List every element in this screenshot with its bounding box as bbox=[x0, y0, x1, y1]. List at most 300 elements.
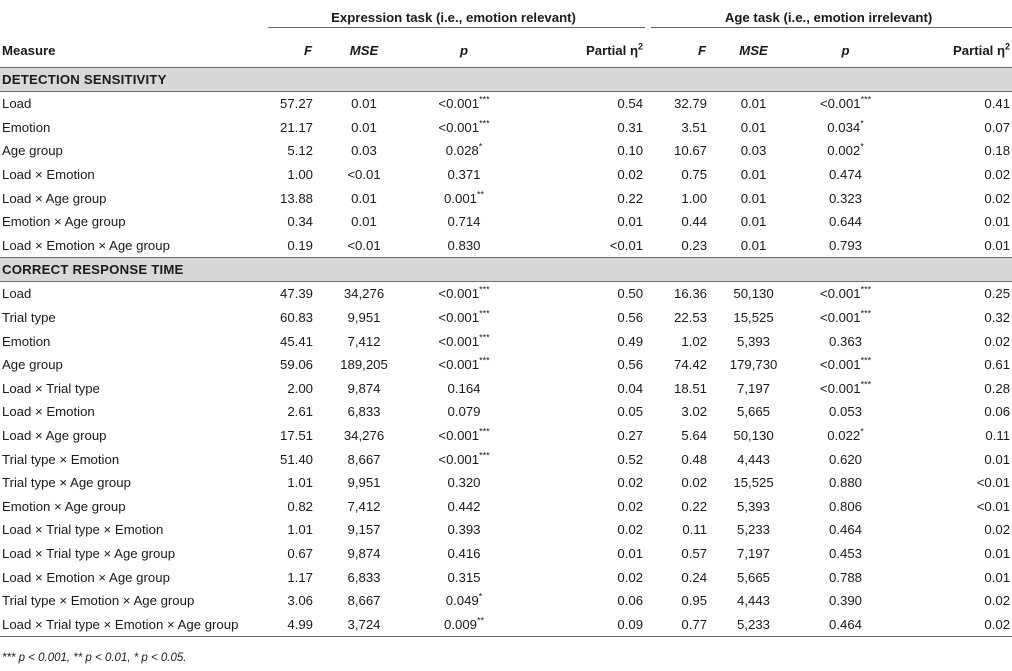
age-f-cell bbox=[645, 210, 708, 234]
expression-p-cell-value: <0.001 bbox=[438, 119, 480, 135]
expression-f-cell-value: 13.88 bbox=[279, 190, 313, 206]
expression-p-cell bbox=[414, 306, 514, 330]
expression-p-cell bbox=[414, 92, 514, 116]
expression-f-cell bbox=[262, 139, 314, 163]
age-mse-cell-value: 5,233 bbox=[737, 522, 771, 538]
section-header-row bbox=[0, 258, 1012, 282]
expression-eta-cell bbox=[514, 186, 645, 210]
expression-mse-cell-value: 0.01 bbox=[351, 96, 377, 112]
measure-cell-value: Load × Trial type bbox=[2, 380, 100, 396]
measure-cell bbox=[0, 518, 262, 542]
expression-eta-cell-value: 0.56 bbox=[617, 357, 644, 373]
expression-f-cell bbox=[262, 589, 314, 613]
age-eta-cell bbox=[892, 495, 1012, 519]
age-f-cell bbox=[645, 92, 708, 116]
age-eta-cell bbox=[892, 542, 1012, 566]
age-f-cell-value: 3.02 bbox=[681, 404, 708, 420]
expression-mse-cell-value: 6,833 bbox=[347, 404, 381, 420]
age-eta-cell-value: 0.07 bbox=[984, 119, 1011, 135]
expression-mse-cell-value: 189,205 bbox=[340, 357, 388, 373]
age-f-cell bbox=[645, 377, 708, 401]
measure-cell bbox=[0, 542, 262, 566]
expression-f-cell-value: 1.01 bbox=[287, 522, 313, 538]
expression-f-cell bbox=[262, 471, 314, 495]
expression-eta-cell bbox=[514, 542, 645, 566]
expression-task-underline bbox=[268, 27, 645, 28]
expression-mse-cell-value: 34,276 bbox=[343, 428, 385, 444]
expression-f-cell bbox=[262, 186, 314, 210]
expression-eta-cell-value: 0.04 bbox=[617, 380, 644, 396]
expression-mse-cell-value: 9,874 bbox=[347, 545, 381, 561]
expression-eta-cell bbox=[514, 447, 645, 471]
age-p-cell-value: <0.001 bbox=[819, 380, 861, 396]
expression-mse-cell bbox=[314, 542, 414, 566]
age-mse-cell bbox=[708, 565, 799, 589]
age-eta-cell bbox=[892, 92, 1012, 116]
expression-p-cell bbox=[414, 234, 514, 258]
measure-cell-value: Load bbox=[2, 96, 32, 112]
expression-task-header bbox=[262, 0, 645, 34]
expression-f-cell bbox=[262, 377, 314, 401]
age-p-cell-value: 0.323 bbox=[829, 190, 863, 206]
table-row bbox=[0, 306, 1012, 330]
age-p-cell-value: 0.034 bbox=[827, 119, 861, 135]
age-f-cell-value: 0.11 bbox=[682, 522, 708, 538]
expression-p-cell bbox=[414, 518, 514, 542]
expression-eta-cell bbox=[514, 210, 645, 234]
expression-p-cell-value: <0.001 bbox=[438, 310, 480, 326]
age-f-cell bbox=[645, 234, 708, 258]
age-p-cell-value: 0.793 bbox=[829, 237, 863, 253]
age-eta-cell-value: 0.32 bbox=[984, 310, 1011, 326]
expression-f-cell-value: 60.83 bbox=[279, 310, 313, 326]
age-mse-cell-value: 50,130 bbox=[733, 286, 774, 302]
expression-eta-cell-value: 0.49 bbox=[617, 333, 644, 349]
expression-mse-cell bbox=[314, 447, 414, 471]
age-mse-cell-value: 0.01 bbox=[740, 214, 767, 230]
expression-f-cell bbox=[262, 495, 314, 519]
age-eta-cell bbox=[892, 518, 1012, 542]
expression-eta-cell bbox=[514, 92, 645, 116]
age-p-cell bbox=[799, 163, 892, 187]
expression-eta-cell-value: 0.27 bbox=[617, 428, 644, 444]
expression-mse-cell bbox=[314, 234, 414, 258]
age-p-cell bbox=[799, 353, 892, 377]
age-f-cell bbox=[645, 139, 708, 163]
age-p-cell-value: 0.053 bbox=[829, 404, 863, 420]
expression-mse-cell bbox=[314, 139, 414, 163]
age-p-cell-value: <0.001 bbox=[819, 96, 861, 112]
expression-eta-cell bbox=[514, 234, 645, 258]
age-p-cell bbox=[799, 210, 892, 234]
significance-footnote: *** p < 0.001, ** p < 0.01, * p < 0.05. bbox=[2, 652, 187, 664]
age-eta-cell bbox=[892, 377, 1012, 401]
expression-mse-cell bbox=[314, 353, 414, 377]
age-mse-cell bbox=[708, 400, 799, 424]
expression-mse-cell bbox=[314, 92, 414, 116]
age-p-cell-value: <0.001 bbox=[819, 286, 861, 302]
age-p-header: p bbox=[799, 34, 892, 68]
age-mse-cell bbox=[708, 282, 799, 306]
expression-eta-cell-value: 0.02 bbox=[617, 569, 644, 585]
expression-p-cell bbox=[414, 495, 514, 519]
measure-cell-value: Load × Emotion × Age group bbox=[2, 569, 170, 585]
measure-cell-value: Load × Emotion × Age group bbox=[2, 237, 170, 253]
measure-cell bbox=[0, 377, 262, 401]
expression-mse-cell bbox=[314, 565, 414, 589]
expression-eta-cell bbox=[514, 353, 645, 377]
expression-eta-cell-value: 0.05 bbox=[617, 404, 644, 420]
table-row bbox=[0, 116, 1012, 140]
expression-f-cell-value: 0.67 bbox=[287, 545, 313, 561]
expression-mse-cell-value: 0.01 bbox=[351, 214, 377, 230]
expression-f-cell-value: 59.06 bbox=[279, 357, 313, 373]
significance-marker: * bbox=[860, 142, 864, 153]
expression-mse-cell-value: 9,157 bbox=[347, 522, 381, 538]
expression-eta-cell bbox=[514, 163, 645, 187]
expression-mse-cell bbox=[314, 210, 414, 234]
age-mse-cell-value: 0.01 bbox=[740, 96, 767, 112]
expression-f-cell bbox=[262, 565, 314, 589]
age-f-cell bbox=[645, 589, 708, 613]
section-title: CORRECT RESPONSE TIME bbox=[0, 258, 1012, 282]
age-mse-cell-value: 0.01 bbox=[740, 190, 767, 206]
group-header-row bbox=[0, 0, 1012, 34]
measure-cell bbox=[0, 565, 262, 589]
expression-mse-cell bbox=[314, 329, 414, 353]
expression-p-cell-value: 0.714 bbox=[447, 214, 481, 230]
age-mse-cell-value: 5,393 bbox=[737, 333, 771, 349]
age-f-cell-value: 74.42 bbox=[674, 357, 708, 373]
age-eta-cell-value: 0.01 bbox=[984, 214, 1011, 230]
age-mse-cell-value: 5,233 bbox=[737, 616, 771, 632]
age-f-cell bbox=[645, 447, 708, 471]
age-eta-cell bbox=[892, 234, 1012, 258]
measure-cell-value: Age group bbox=[2, 357, 63, 373]
age-mse-cell-value: 50,130 bbox=[733, 428, 774, 444]
age-f-cell bbox=[645, 163, 708, 187]
expression-eta-cell-value: 0.31 bbox=[617, 119, 644, 135]
expression-eta-cell-value: 0.06 bbox=[617, 593, 644, 609]
age-eta-cell-value: 0.02 bbox=[984, 522, 1011, 538]
expression-f-cell-value: 0.82 bbox=[287, 498, 313, 514]
expression-f-cell bbox=[262, 306, 314, 330]
expression-mse-header: MSE bbox=[314, 34, 414, 68]
section-header-row bbox=[0, 68, 1012, 92]
age-f-cell-value: 3.51 bbox=[681, 119, 708, 135]
significance-marker: *** bbox=[860, 379, 872, 390]
age-p-cell-value: 0.390 bbox=[829, 593, 863, 609]
expression-p-cell bbox=[414, 282, 514, 306]
expression-eta-cell-value: 0.54 bbox=[617, 96, 644, 112]
measure-cell-value: Load × Age group bbox=[2, 190, 107, 206]
age-eta-cell bbox=[892, 400, 1012, 424]
expression-p-cell bbox=[414, 589, 514, 613]
significance-marker: * bbox=[860, 118, 864, 129]
measure-cell bbox=[0, 471, 262, 495]
age-eta-cell bbox=[892, 565, 1012, 589]
expression-p-cell bbox=[414, 471, 514, 495]
age-eta-cell-value: <0.01 bbox=[976, 498, 1011, 514]
age-mse-cell bbox=[708, 447, 799, 471]
age-f-cell bbox=[645, 282, 708, 306]
age-mse-cell bbox=[708, 518, 799, 542]
age-mse-cell bbox=[708, 210, 799, 234]
expression-eta-cell bbox=[514, 116, 645, 140]
expression-mse-cell-value: 9,874 bbox=[347, 380, 381, 396]
blank-header-cell bbox=[0, 0, 262, 34]
expression-mse-cell-value: 6,833 bbox=[347, 569, 381, 585]
expression-f-cell-value: 17.51 bbox=[279, 428, 313, 444]
expression-p-cell bbox=[414, 542, 514, 566]
expression-p-cell bbox=[414, 210, 514, 234]
age-f-cell-value: 32.79 bbox=[674, 96, 708, 112]
age-f-cell-value: 18.51 bbox=[674, 380, 708, 396]
age-eta-cell-value: 0.01 bbox=[984, 545, 1011, 561]
measure-cell-value: Load × Emotion bbox=[2, 404, 95, 420]
age-p-cell bbox=[799, 329, 892, 353]
expression-f-cell-value: 1.00 bbox=[287, 167, 313, 183]
expression-eta-cell-value: 0.09 bbox=[617, 616, 644, 632]
expression-f-cell-value: 4.99 bbox=[287, 616, 313, 632]
expression-f-cell-value: 0.19 bbox=[287, 237, 313, 253]
table-row bbox=[0, 186, 1012, 210]
age-mse-cell-value: 7,197 bbox=[737, 380, 771, 396]
expression-f-cell-value: 57.27 bbox=[279, 96, 313, 112]
age-mse-cell bbox=[708, 234, 799, 258]
age-eta-cell bbox=[892, 589, 1012, 613]
expression-p-cell-value: <0.001 bbox=[438, 286, 480, 302]
significance-marker: * bbox=[478, 591, 483, 602]
expression-f-cell bbox=[262, 400, 314, 424]
age-eta-cell-value: 0.06 bbox=[984, 404, 1011, 420]
expression-eta-cell bbox=[514, 377, 645, 401]
age-mse-cell-value: 5,665 bbox=[737, 569, 771, 585]
measure-cell bbox=[0, 400, 262, 424]
expression-eta-cell-value: 0.52 bbox=[617, 451, 644, 467]
expression-mse-cell-value: 34,276 bbox=[343, 286, 385, 302]
expression-f-cell bbox=[262, 518, 314, 542]
significance-marker: *** bbox=[479, 355, 490, 366]
expression-eta-cell-value: <0.01 bbox=[609, 237, 644, 253]
age-eta-cell-value: <0.01 bbox=[976, 475, 1011, 491]
expression-eta-header: Partial $\eta^2$ bbox=[514, 34, 645, 68]
table-row bbox=[0, 612, 1012, 636]
age-f-cell bbox=[645, 186, 708, 210]
age-p-cell-value: <0.001 bbox=[819, 310, 861, 326]
age-mse-cell bbox=[708, 353, 799, 377]
expression-eta-cell-value: 0.01 bbox=[617, 545, 644, 561]
expression-mse-cell bbox=[314, 612, 414, 636]
expression-p-cell-value: 0.371 bbox=[447, 167, 481, 183]
age-f-cell bbox=[645, 471, 708, 495]
expression-eta-cell-value: 0.10 bbox=[617, 143, 644, 159]
age-p-cell bbox=[799, 612, 892, 636]
age-f-cell-value: 1.00 bbox=[681, 190, 708, 206]
expression-p-cell-value: 0.001 bbox=[443, 190, 477, 206]
age-eta-cell-value: 0.41 bbox=[984, 96, 1011, 112]
age-p-cell bbox=[799, 139, 892, 163]
expression-eta-cell-value: 0.56 bbox=[617, 310, 644, 326]
age-p-cell-value: 0.453 bbox=[829, 545, 863, 561]
measure-cell-value: Emotion × Age group bbox=[2, 214, 126, 230]
age-task-underline bbox=[651, 27, 1012, 28]
expression-mse-cell-value: 9,951 bbox=[347, 310, 381, 326]
age-f-cell-value: 5.64 bbox=[681, 428, 708, 444]
measure-cell-value: Trial type bbox=[2, 310, 56, 326]
expression-f-cell bbox=[262, 92, 314, 116]
expression-mse-cell-value: 0.01 bbox=[351, 119, 377, 135]
age-eta-cell-value: 0.01 bbox=[984, 451, 1011, 467]
expression-p-cell-value: 0.164 bbox=[447, 380, 481, 396]
expression-eta-cell-value: 0.02 bbox=[617, 522, 644, 538]
age-mse-cell-value: 15,525 bbox=[733, 310, 774, 326]
significance-marker: * bbox=[860, 426, 864, 437]
age-p-cell-value: 0.620 bbox=[829, 451, 863, 467]
expression-p-cell-value: 0.079 bbox=[447, 404, 481, 420]
age-eta-cell-value: 0.01 bbox=[984, 569, 1011, 585]
age-p-cell bbox=[799, 92, 892, 116]
table-row bbox=[0, 471, 1012, 495]
age-eta-cell-value: 0.02 bbox=[984, 190, 1011, 206]
table-row bbox=[0, 282, 1012, 306]
expression-mse-cell bbox=[314, 377, 414, 401]
age-eta-header: Partial $\eta^2$ bbox=[892, 34, 1012, 68]
age-p-cell bbox=[799, 565, 892, 589]
expression-f-cell bbox=[262, 282, 314, 306]
expression-mse-cell-value: <0.01 bbox=[347, 167, 381, 183]
expression-mse-cell bbox=[314, 400, 414, 424]
table-row bbox=[0, 495, 1012, 519]
expression-f-cell-value: 1.01 bbox=[287, 475, 313, 491]
age-mse-cell-value: 0.01 bbox=[740, 237, 767, 253]
expression-p-cell bbox=[414, 565, 514, 589]
expression-p-cell-value: 0.028 bbox=[445, 143, 479, 159]
age-f-cell bbox=[645, 353, 708, 377]
expression-p-cell-value: 0.442 bbox=[447, 498, 481, 514]
age-f-cell-value: 0.75 bbox=[681, 167, 708, 183]
age-mse-cell-value: 0.01 bbox=[740, 167, 767, 183]
expression-mse-cell bbox=[314, 116, 414, 140]
significance-marker: *** bbox=[479, 94, 490, 105]
age-f-cell-value: 0.57 bbox=[681, 545, 708, 561]
age-mse-cell bbox=[708, 542, 799, 566]
age-f-cell bbox=[645, 116, 708, 140]
table-row bbox=[0, 518, 1012, 542]
age-p-cell-value: 0.644 bbox=[829, 214, 863, 230]
age-f-header: F bbox=[645, 34, 708, 68]
measure-cell-value: Load bbox=[2, 286, 32, 302]
measure-cell-value: Emotion bbox=[2, 333, 51, 349]
age-f-cell-value: 0.95 bbox=[681, 593, 708, 609]
age-p-cell-value: 0.788 bbox=[829, 569, 863, 585]
expression-f-cell bbox=[262, 210, 314, 234]
expression-p-cell bbox=[414, 139, 514, 163]
measure-cell-value: Load × Emotion bbox=[2, 167, 95, 183]
measure-cell bbox=[0, 234, 262, 258]
significance-marker: ** bbox=[477, 189, 485, 200]
measure-cell bbox=[0, 589, 262, 613]
age-f-cell-value: 10.67 bbox=[674, 143, 708, 159]
expression-task-title: Expression task (i.e., emotion relevant) bbox=[331, 9, 576, 25]
expression-f-cell bbox=[262, 353, 314, 377]
age-eta-cell bbox=[892, 353, 1012, 377]
expression-p-cell-value: <0.001 bbox=[438, 96, 480, 112]
expression-mse-cell bbox=[314, 589, 414, 613]
measure-cell-value: Load × Age group bbox=[2, 428, 107, 444]
expression-f-cell bbox=[262, 234, 314, 258]
expression-p-cell-value: 0.416 bbox=[447, 545, 481, 561]
age-mse-cell-value: 0.01 bbox=[740, 119, 767, 135]
expression-p-cell bbox=[414, 612, 514, 636]
age-eta-cell-value: 0.61 bbox=[984, 357, 1011, 373]
age-eta-cell bbox=[892, 116, 1012, 140]
age-eta-cell-value: 0.02 bbox=[984, 616, 1011, 632]
age-p-cell bbox=[799, 495, 892, 519]
expression-f-cell bbox=[262, 447, 314, 471]
expression-p-cell bbox=[414, 447, 514, 471]
expression-mse-cell-value: <0.01 bbox=[347, 237, 381, 253]
expression-mse-cell-value: 0.01 bbox=[351, 190, 377, 206]
age-p-cell bbox=[799, 400, 892, 424]
age-eta-cell bbox=[892, 306, 1012, 330]
measure-cell bbox=[0, 139, 262, 163]
table-row bbox=[0, 234, 1012, 258]
measure-cell bbox=[0, 210, 262, 234]
measure-cell bbox=[0, 353, 262, 377]
table-row bbox=[0, 589, 1012, 613]
expression-p-cell-value: <0.001 bbox=[438, 357, 480, 373]
expression-eta-cell bbox=[514, 139, 645, 163]
expression-f-header: F bbox=[262, 34, 314, 68]
age-task-title: Age task (i.e., emotion irrelevant) bbox=[724, 9, 933, 25]
expression-p-cell-value: <0.001 bbox=[438, 333, 480, 349]
age-eta-cell bbox=[892, 139, 1012, 163]
expression-p-cell bbox=[414, 329, 514, 353]
expression-f-cell-value: 45.41 bbox=[279, 333, 313, 349]
expression-mse-cell bbox=[314, 495, 414, 519]
age-eta-cell bbox=[892, 186, 1012, 210]
age-p-cell bbox=[799, 589, 892, 613]
expression-mse-cell bbox=[314, 306, 414, 330]
age-mse-cell bbox=[708, 471, 799, 495]
table-header bbox=[0, 0, 1012, 68]
expression-p-header: p bbox=[414, 34, 514, 68]
age-mse-cell-value: 179,730 bbox=[729, 357, 778, 373]
age-p-cell bbox=[799, 471, 892, 495]
age-eta-cell-value: 0.11 bbox=[985, 428, 1011, 444]
age-f-cell-value: 0.44 bbox=[681, 214, 708, 230]
age-f-cell-value: 0.22 bbox=[681, 498, 708, 514]
significance-marker: *** bbox=[479, 118, 490, 129]
expression-p-cell bbox=[414, 186, 514, 210]
expression-mse-cell bbox=[314, 424, 414, 448]
expression-eta-cell bbox=[514, 306, 645, 330]
age-mse-cell-value: 0.03 bbox=[740, 143, 767, 159]
expression-eta-cell bbox=[514, 471, 645, 495]
age-f-cell bbox=[645, 565, 708, 589]
measure-cell-value: Age group bbox=[2, 143, 63, 159]
table-row bbox=[0, 447, 1012, 471]
significance-marker: *** bbox=[860, 94, 872, 105]
age-p-cell bbox=[799, 424, 892, 448]
age-f-cell-value: 0.24 bbox=[681, 569, 708, 585]
age-f-cell-value: 16.36 bbox=[674, 286, 708, 302]
age-eta-cell-value: 0.02 bbox=[984, 167, 1011, 183]
age-mse-cell bbox=[708, 424, 799, 448]
measure-column-header: Measure bbox=[0, 34, 262, 68]
age-p-cell-value: 0.022 bbox=[827, 428, 861, 444]
